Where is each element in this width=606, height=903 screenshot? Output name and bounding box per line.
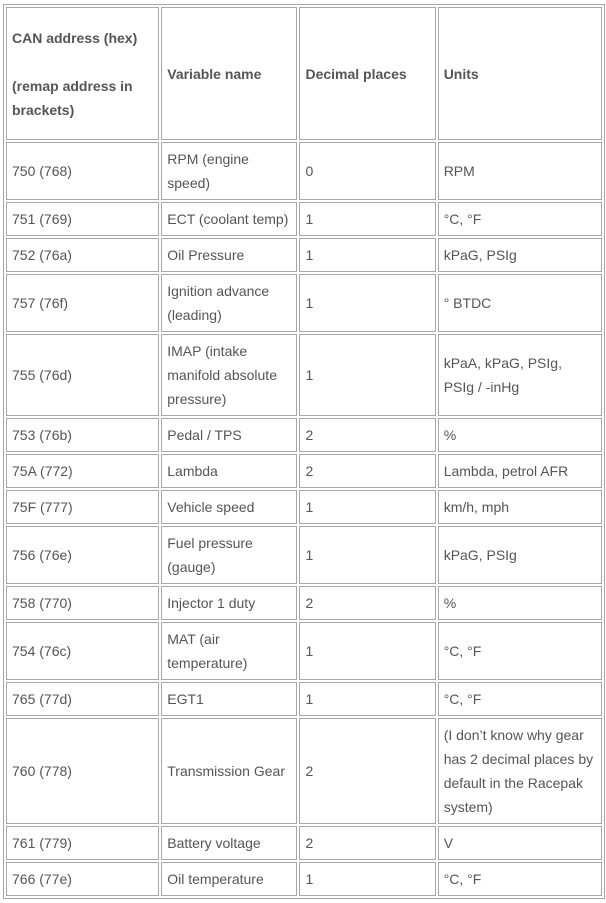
cell-units: Lambda, petrol AFR [438,454,602,488]
cell-address: 75A (772) [6,454,159,488]
table-row [6,142,602,200]
cell-variable: EGT1 [161,682,297,716]
cell-address: 766 (77e) [6,862,159,896]
cell-units: °C, °F [438,202,602,236]
cell-address: 757 (76f) [6,274,159,332]
cell-units: kPaA, kPaG, PSIg, PSIg / -inHg [438,334,602,416]
cell-address: 75F (777) [6,490,159,524]
cell-decimals: 1 [299,526,435,584]
header-units: Units [438,7,602,140]
cell-units: V [438,826,602,860]
cell-address: 753 (76b) [6,418,159,452]
cell-address: 751 (769) [6,202,159,236]
cell-variable: Battery voltage [161,826,297,860]
cell-address: 758 (770) [6,586,159,620]
table-row [6,862,602,896]
cell-variable: Oil temperature [161,862,297,896]
table-row [6,454,602,488]
table-row [6,526,602,584]
cell-decimals: 1 [299,622,435,680]
can-address-table [3,4,605,899]
table-row [6,418,602,452]
cell-address: 755 (76d) [6,334,159,416]
cell-variable: Lambda [161,454,297,488]
header-can-address-line2: (remap address in brackets) [12,77,133,118]
cell-variable: Injector 1 duty [161,586,297,620]
table-row [6,826,602,860]
cell-units: ° BTDC [438,274,602,332]
cell-units: % [438,586,602,620]
header-can-address-line1: CAN address (hex) [12,29,138,46]
cell-variable: RPM (engine speed) [161,142,297,200]
cell-decimals: 2 [299,718,435,824]
table-row [6,682,602,716]
cell-decimals: 1 [299,238,435,272]
cell-address: 752 (76a) [6,238,159,272]
cell-units: (I don’t know why gear has 2 decimal places by default in the Racepak system) [438,718,602,824]
table-row [6,334,602,416]
cell-units: °C, °F [438,622,602,680]
cell-decimals: 1 [299,682,435,716]
table-row [6,274,602,332]
cell-variable: MAT (air temperature) [161,622,297,680]
header-can-address [6,7,159,140]
cell-address: 756 (76e) [6,526,159,584]
cell-variable: Oil Pressure [161,238,297,272]
cell-variable: ECT (coolant temp) [161,202,297,236]
table-row [6,202,602,236]
cell-address: 761 (779) [6,826,159,860]
cell-variable: Ignition advance (leading) [161,274,297,332]
cell-address: 750 (768) [6,142,159,200]
table-row [6,490,602,524]
cell-decimals: 2 [299,454,435,488]
cell-units: % [438,418,602,452]
cell-decimals: 1 [299,862,435,896]
table-row [6,622,602,680]
cell-units: kPaG, PSIg [438,526,602,584]
cell-decimals: 0 [299,142,435,200]
header-variable-name: Variable name [161,7,297,140]
cell-variable: Transmission Gear [161,718,297,824]
cell-variable: Vehicle speed [161,490,297,524]
cell-address: 765 (77d) [6,682,159,716]
cell-variable: Pedal / TPS [161,418,297,452]
cell-variable: Fuel pressure (gauge) [161,526,297,584]
header-decimal-places: Decimal places [299,7,435,140]
cell-decimals: 2 [299,418,435,452]
cell-units: °C, °F [438,862,602,896]
cell-address: 754 (76c) [6,622,159,680]
cell-decimals: 2 [299,826,435,860]
cell-decimals: 1 [299,334,435,416]
cell-units: kPaG, PSIg [438,238,602,272]
cell-units: km/h, mph [438,490,602,524]
cell-units: °C, °F [438,682,602,716]
cell-address: 760 (778) [6,718,159,824]
cell-decimals: 1 [299,490,435,524]
table-row [6,238,602,272]
table-row [6,718,602,824]
cell-variable: IMAP (intake manifold absolute pressure) [161,334,297,416]
cell-decimals: 1 [299,202,435,236]
table-row [6,586,602,620]
cell-units: RPM [438,142,602,200]
table-header-row [6,7,602,140]
cell-decimals: 2 [299,586,435,620]
cell-decimals: 1 [299,274,435,332]
